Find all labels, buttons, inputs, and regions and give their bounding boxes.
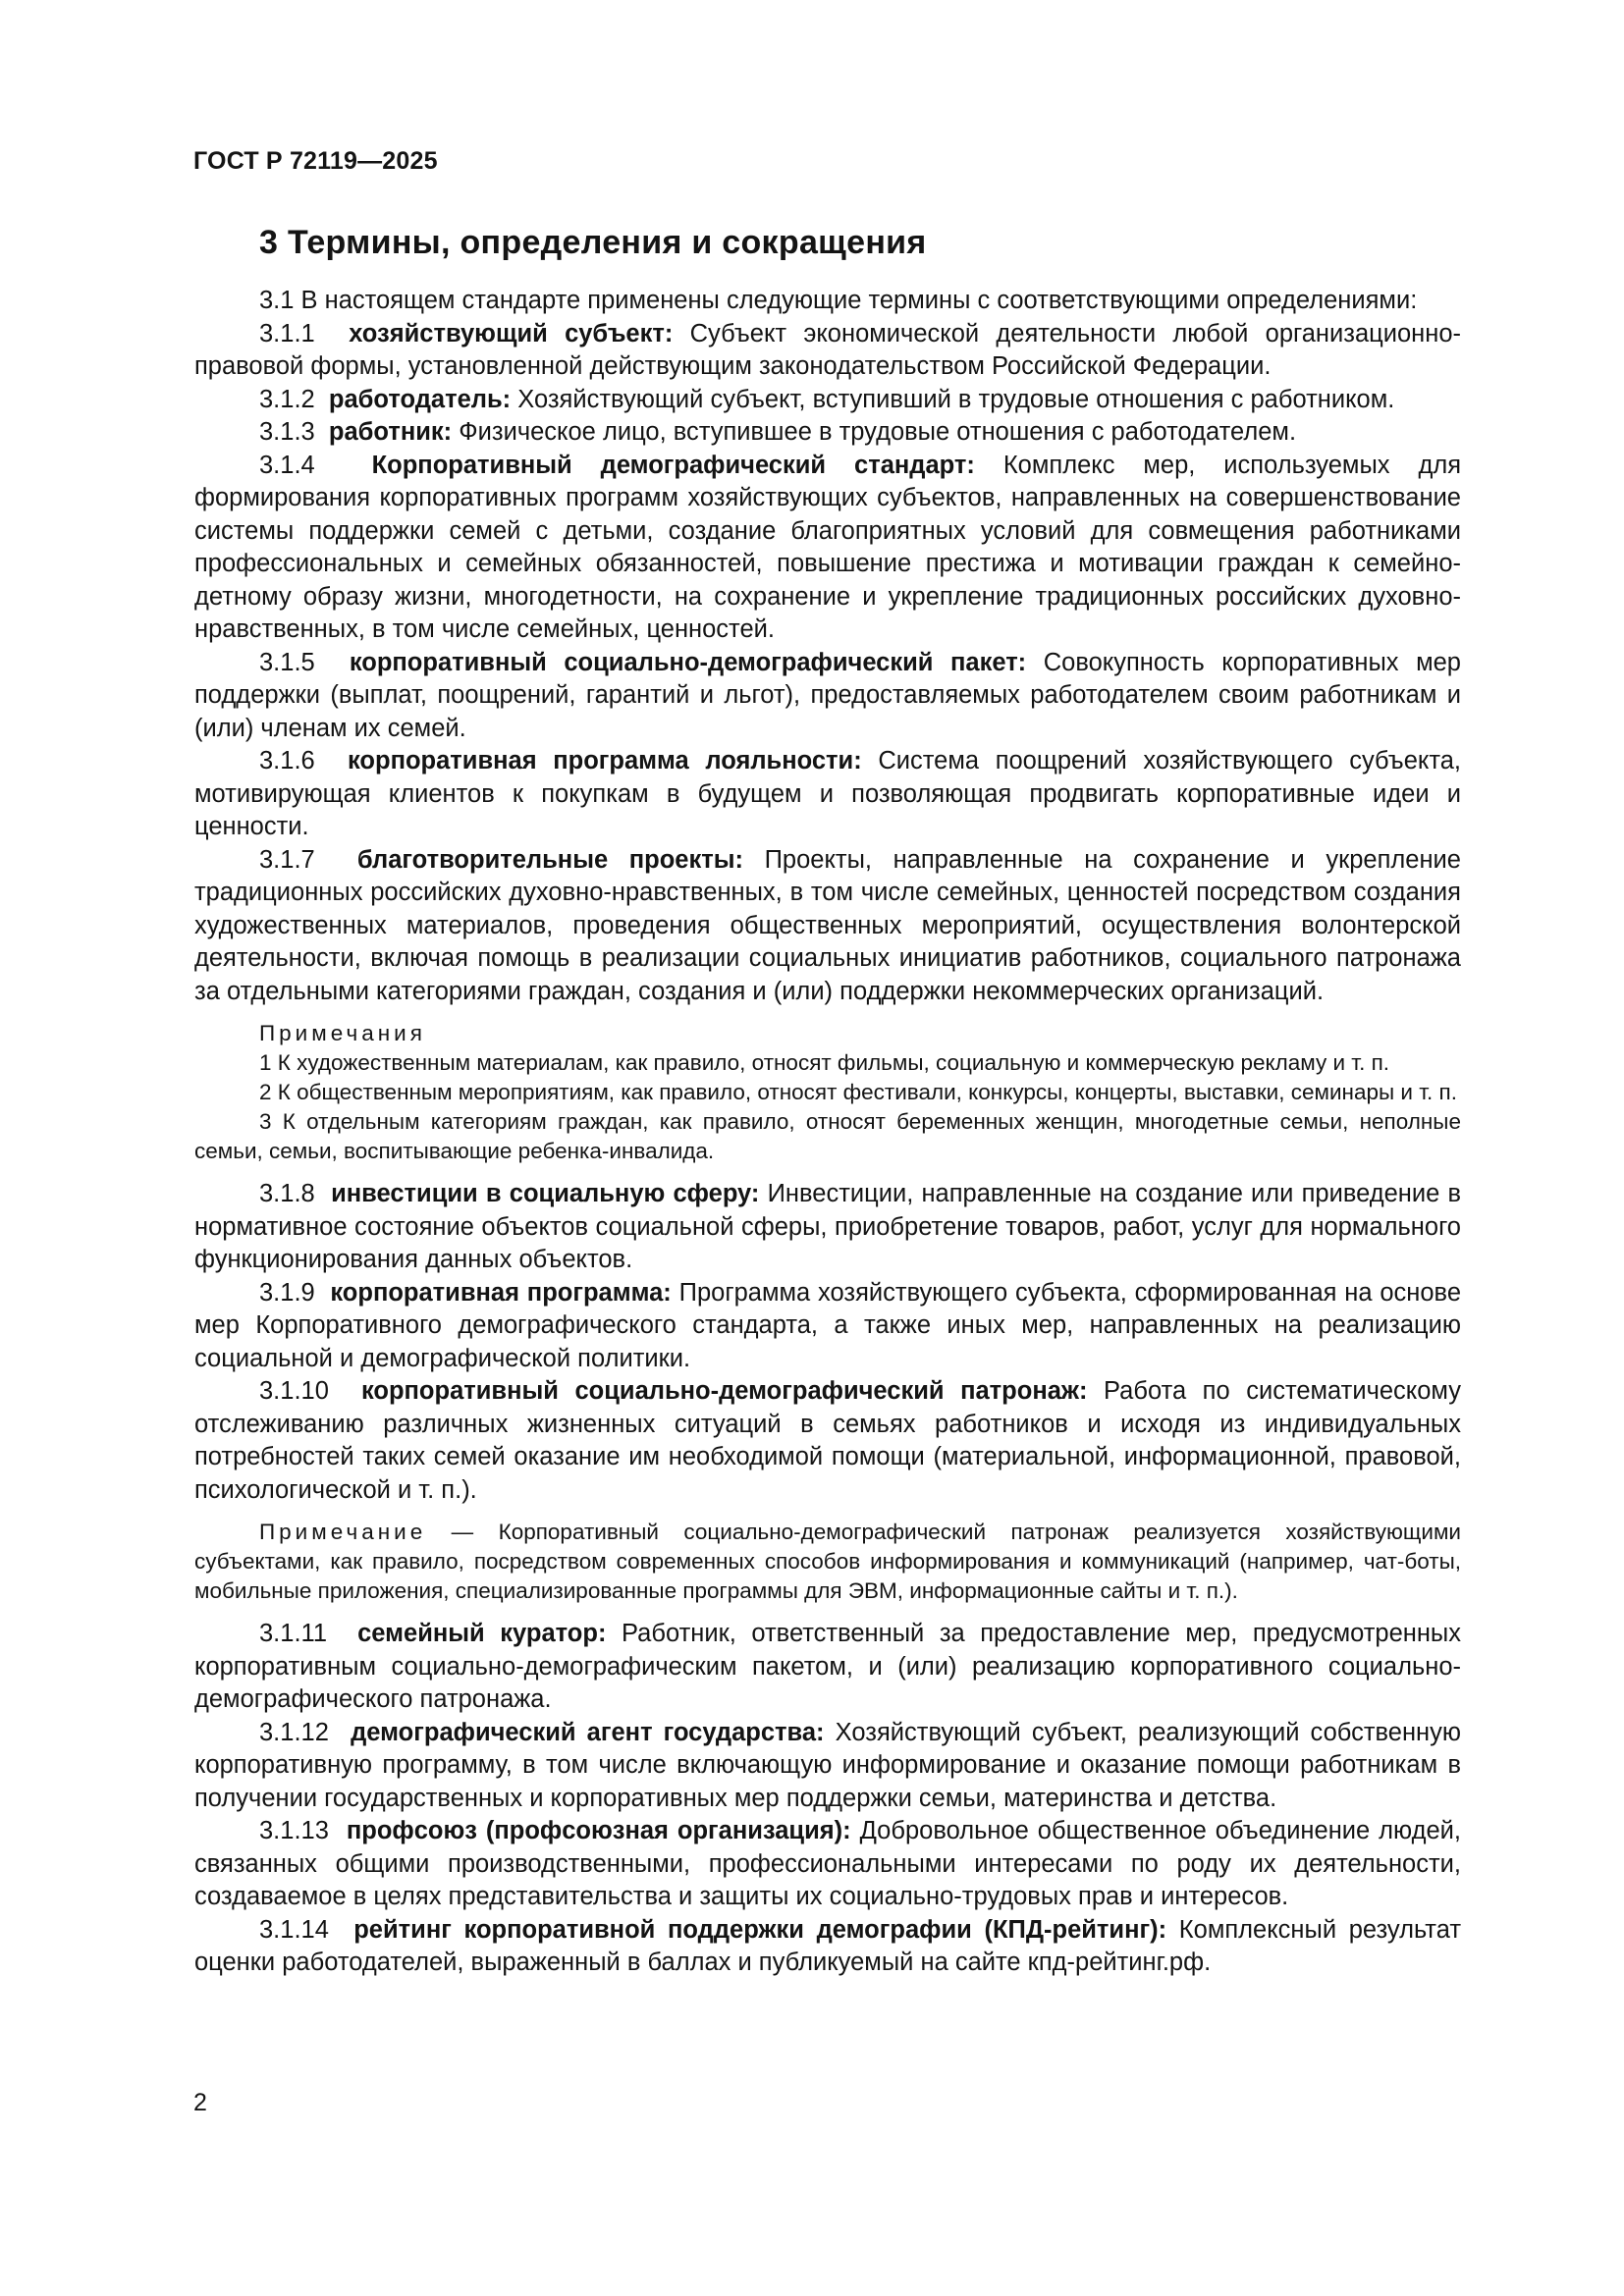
term-definition: Программа хозяйствующего субъекта, сформированная на основе мер Корпоративного демографического стандарта, а также иных мер, направленных на реализацию социальной и демографической политики.	[194, 1278, 1462, 1372]
term-definition: Добровольное общественное объединение людей, связанных общими производственными, профессиональными интересами по роду их деятельности, создаваемое в целях представительства и защиты их социально-трудовых прав и интересов.	[194, 1817, 1462, 1910]
term-number: 3.1.9	[259, 1278, 315, 1307]
term-entry	[194, 1815, 1461, 1914]
term-entry	[194, 1914, 1461, 1980]
term-definition: Субъект экономической деятельности любой организационно-правовой формы, установленной действующим законодательством Российской Федерации.	[194, 319, 1461, 380]
term-name: корпоративный социально-демографический патронаж:	[360, 1377, 1088, 1405]
term-entry	[194, 745, 1461, 844]
term-name: демографический агент государства:	[351, 1718, 825, 1746]
term-entry	[194, 318, 1461, 384]
term-definition: Система поощрений хозяйствующего субъекта, мотивирующая клиентов к покупкам в будущем и позволяющая продвигать корпоративные идеи и ценности.	[194, 747, 1461, 840]
term-number: 3.1.7	[259, 845, 315, 874]
term-entry	[194, 1618, 1461, 1717]
term-name: работник:	[328, 418, 453, 446]
note-item: 1 К художественным материалам, как правило, относят фильмы, социальную и коммерческую рекламу и т. п.	[259, 1050, 1390, 1075]
term-number: 3.1.11	[259, 1620, 328, 1647]
term-name: корпоративный социально-демографический пакет:	[349, 648, 1027, 676]
term-name: семейный куратор:	[357, 1620, 607, 1647]
term-number: 3.1.12	[259, 1718, 329, 1746]
term-definition: Хозяйствующий субъект, реализующий собственную корпоративную программу, в том числе включающую информирование и оказание помощи работникам в получении государственных и корпоративных мер поддержки семьи, материнства и детства.	[194, 1718, 1461, 1812]
term-name: корпоративная программа лояльности:	[347, 747, 862, 774]
term-name: работодатель:	[328, 385, 512, 413]
term-entry	[194, 416, 1461, 450]
term-name: корпоративная программа:	[330, 1278, 672, 1307]
note-item	[194, 1518, 1461, 1606]
term-number: 3.1.10	[259, 1377, 329, 1405]
term-definition: Проекты, направленные на сохранение и укрепление традиционных российских духовно-нравственных, в том числе семейных, ценностей посредством создания художественных материалов, проведения общественных мероприятий, осуществления волонтерской деятельности, включая помощь в реализации социальных инициатив работников, социального патронажа за отдельными категориями граждан, создания и (или) поддержки некоммерческих организаций.	[194, 845, 1461, 1005]
note-text: — Корпоративный социально-демографический патронаж реализуется хозяйствующими субъектами, как правило, посредством современных способов информирования и коммуникаций (например, чат-боты, мобильные приложения, специализированные программы для ЭВМ, информационные сайты и т. п.).	[194, 1520, 1461, 1603]
note-label: Примечание	[259, 1520, 427, 1544]
term-name: профсоюз (профсоюзная организация):	[346, 1817, 851, 1844]
term-number: 3.1.3	[259, 418, 315, 446]
term-entry	[194, 1277, 1461, 1376]
term-number: 3.1.14	[259, 1915, 329, 1944]
notes-block	[194, 1019, 1461, 1166]
term-number: 3.1.1	[259, 319, 315, 347]
term-definition: Работник, ответственный за предоставление мер, предусмотренных корпоративным социально-демографическим пакетом, и (или) реализацию корпоративного социально-демографического патронажа.	[194, 1620, 1462, 1713]
terms-list-1	[194, 318, 1461, 1009]
term-entry	[194, 450, 1461, 647]
term-name: Корпоративный демографический стандарт:	[371, 451, 975, 479]
term-name: хозяйствующий субъект:	[349, 319, 674, 347]
term-entry	[194, 384, 1461, 417]
term-number: 3.1.13	[259, 1817, 329, 1844]
term-definition: Совокупность корпоративных мер поддержки (выплат, поощрений, гарантий и льгот), предоставляемых работодателем своим работникам и (или) членам их семей.	[194, 648, 1461, 742]
term-entry	[194, 647, 1461, 746]
term-number: 3.1.6	[259, 747, 315, 774]
note-item: 3 К отдельным категориям граждан, как правило, относят беременных женщин, многодетные семьи, неполные семьи, семьи, воспитывающие ребенка-инвалида.	[194, 1109, 1461, 1163]
term-definition: Физическое лицо, вступившее в трудовые отношения с работодателем.	[459, 418, 1297, 446]
note-block	[194, 1518, 1461, 1606]
term-name: благотворительные проекты:	[356, 845, 743, 874]
term-number: 3.1.2	[259, 385, 315, 413]
term-entry	[194, 1375, 1461, 1507]
term-entry	[194, 844, 1461, 1009]
term-number: 3.1.5	[259, 648, 315, 676]
term-definition: Хозяйствующий субъект, вступивший в трудовые отношения с работником.	[517, 385, 1395, 413]
term-number: 3.1.4	[259, 451, 315, 479]
terms-list-2	[194, 1178, 1461, 1507]
term-definition: Работа по систематическому отслеживанию различных жизненных ситуаций в семьях работников и исходя из индивидуальных потребностей таких семей оказание им необходимой помощи (материальной, информационной, правовой, психологической и т. п.).	[194, 1377, 1461, 1504]
term-entry	[194, 1717, 1461, 1816]
document-body	[194, 285, 1461, 1980]
note-item: 2 К общественным мероприятиям, как правило, относят фестивали, конкурсы, концерты, выставки, семинары и т. п.	[259, 1080, 1457, 1104]
term-entry	[194, 1178, 1461, 1277]
terms-list-3	[194, 1618, 1461, 1980]
notes-title: Примечания	[259, 1021, 426, 1045]
section-title: 3 Термины, определения и сокращения	[259, 224, 927, 261]
term-name: инвестиции в социальную сферу:	[331, 1180, 760, 1207]
document-header: ГОСТ Р 72119—2025	[193, 147, 438, 175]
intro-paragraph: 3.1 В настоящем стандарте применены следующие термины с соответствующими определениями:	[259, 287, 1418, 314]
term-name: рейтинг корпоративной поддержки демографии (КПД-рейтинг):	[353, 1915, 1167, 1944]
term-definition: Комплекс мер, используемых для формирования корпоративных программ хозяйствующих субъектов, направленных на совершенствование системы поддержки семей с детьми, создание благоприятных условий для совмещения работниками профессиональных и семейных обязанностей, повышение престижа и мотивации граждан к семейно-детному образу жизни, многодетности, на сохранение и укрепление традиционных российских духовно-нравственных, в том числе семейных, ценностей.	[194, 451, 1462, 643]
term-number: 3.1.8	[259, 1180, 315, 1207]
term-definition: Инвестиции, направленные на создание или приведение в нормативное состояние объектов социальной сферы, приобретение товаров, работ, услуг для нормального функционирования данных объектов.	[194, 1180, 1462, 1273]
page-number: 2	[193, 2089, 207, 2116]
term-definition: Комплексный результат оценки работодателей, выраженный в баллах и публикуемый на сайте кпд-рейтинг.рф.	[194, 1915, 1461, 1976]
